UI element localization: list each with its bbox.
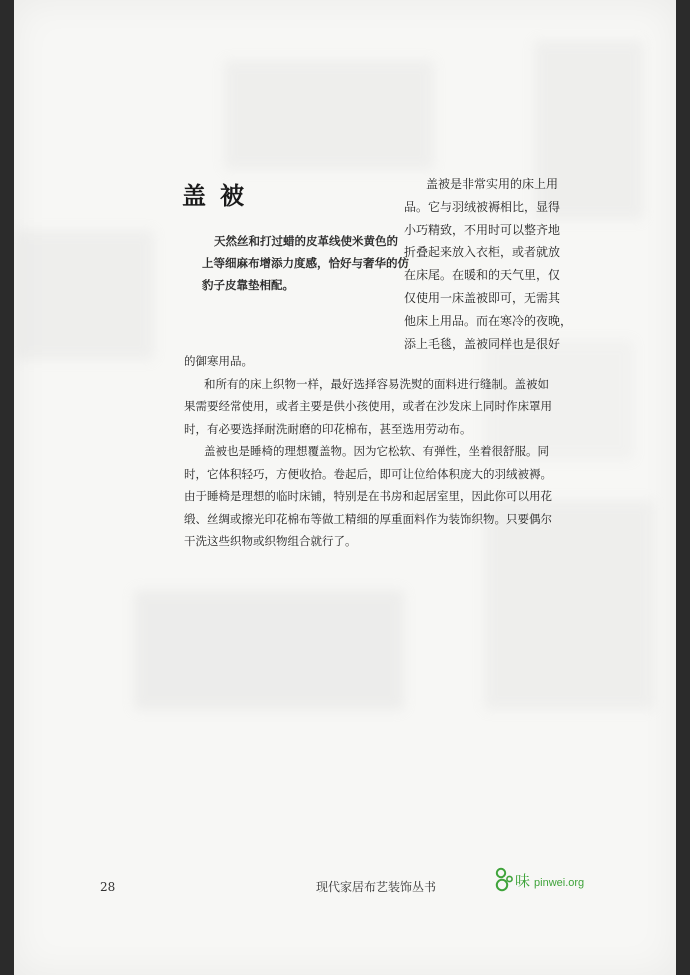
body-line: 果需要经常使用，或者主要是供小孩使用，或者在沙发床上同时作床罩用 <box>184 399 552 413</box>
caption-line: 天然丝和打过蜡的皮革线使米黄色的 <box>214 234 398 248</box>
book-page <box>14 0 676 975</box>
series-title: 现代家居布艺装饰丛书 <box>316 880 437 894</box>
intro-line: 仅使用一床盖被即可，无需其 <box>404 290 561 305</box>
bleed-through-shadow <box>134 590 404 710</box>
body-line: 时，有必要选择耐洗耐磨的印花棉布，甚至选用劳动布。 <box>184 421 472 436</box>
body-line: 的御寒用品。 <box>184 354 253 368</box>
page-number: 28 <box>100 880 116 894</box>
logo-character: 味 <box>515 871 531 890</box>
body-line: 盖被也是睡椅的理想覆盖物。因为它松软、有弹性，坐着很舒服。同 <box>204 444 549 458</box>
caption-line: 豹子皮靠垫相配。 <box>202 278 294 292</box>
bleed-through-shadow <box>14 230 154 360</box>
pinwei-logo-icon <box>494 867 514 893</box>
intro-line: 盖被是非常实用的床上用 <box>426 177 559 191</box>
intro-line: 折叠起来放入衣柜，或者就放 <box>404 245 561 260</box>
intro-line: 品。它与羽绒被褥相比，显得 <box>404 199 561 214</box>
intro-line: 他床上用品。而在寒冷的夜晚， <box>404 313 573 328</box>
image-caption <box>202 230 409 296</box>
body-line: 和所有的床上织物一样，最好选择容易洗熨的面料进行缝制。盖被如 <box>204 376 549 391</box>
intro-line: 添上毛毯，盖被同样也是很好 <box>404 336 561 351</box>
intro-column <box>404 173 584 355</box>
page-title: 盖被 <box>182 181 258 210</box>
body-line: 缎、丝绸或擦光印花棉布等做工精细的厚重面料作为装饰织物。只要偶尔 <box>184 511 552 526</box>
caption-line: 上等细麻布增添力度感，恰好与奢华的仿 <box>202 256 409 270</box>
pinwei-logo <box>494 866 584 894</box>
logo-url: pinwei.org <box>534 877 585 889</box>
body-text <box>184 350 574 553</box>
intro-line: 小巧精致，不用时可以整齐地 <box>404 222 561 237</box>
intro-line: 在床尾。在暖和的天气里，仅 <box>404 268 561 283</box>
body-line: 由于睡椅是理想的临时床铺，特别是在书房和起居室里，因此你可以用花 <box>184 489 552 503</box>
bleed-through-shadow <box>224 60 434 170</box>
body-line: 干洗这些织物或织物组合就行了。 <box>184 534 357 548</box>
body-line: 时，它体积轻巧，方便收拾。卷起后，即可让位给体积庞大的羽绒被褥。 <box>184 466 552 481</box>
